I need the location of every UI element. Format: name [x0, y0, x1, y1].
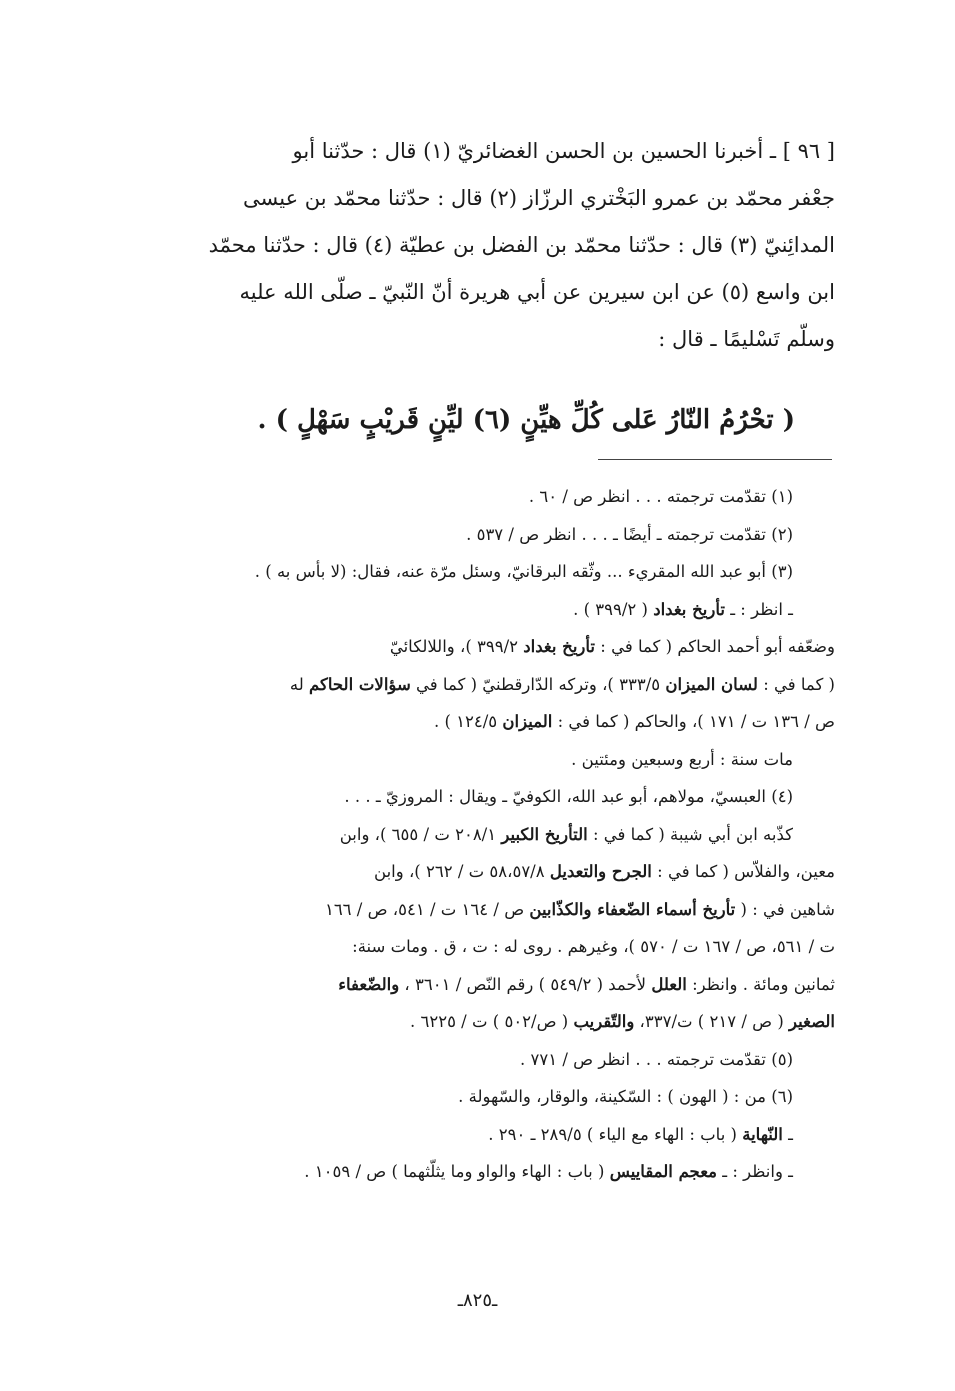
footnote-text: ( ص/٥٠٢ ) ت / ٦٢٢٥ .: [409, 1012, 574, 1031]
text-line: المدائِنيّ (٣) قال : حدّثنا محمّد بن الفضل بن عطيّة (٤) قال : حدّثنا محمّد: [208, 233, 835, 257]
footnote-text: (٣) أبو عبد الله المقريء ... وثّقه البرقانيّ، وسئل مرّة عنه، فقال: (لا بأس به ) .: [254, 562, 793, 581]
source-title: والضّعفاء: [338, 974, 400, 994]
source-title: التأريخ الكبير: [501, 824, 588, 844]
footnote-separator: [598, 459, 832, 460]
footnote-line: [118, 1078, 835, 1116]
footnote-text: ـ: [782, 1124, 793, 1144]
footnote-text: معين، والفلاّس ( كما في :: [651, 862, 835, 881]
footnote-text: شاهين في : (: [735, 899, 835, 919]
source-title: سؤالات الحاكم: [309, 674, 411, 694]
footnote-text: ثمانين ومائة . وانظر:: [686, 974, 835, 994]
footnote-line: [118, 703, 835, 741]
footnote-text: ( ص / ٢١٧ ) ت/٣٣٧،: [634, 1012, 790, 1031]
footnote-text: (٦) من : ( الهون ) : السّكينة، والوقار، والسّهولة .: [458, 1087, 793, 1106]
footnote-text: لأحمد ( ٥٤٩/٢ ) رقم النّص / ٣٦٠١ ،: [399, 974, 652, 994]
footnote-text: وضعّفه أبو أحمد الحاكم ( كما في :: [595, 637, 835, 656]
footnote-line: [118, 1003, 835, 1041]
footnote-line: [118, 628, 835, 666]
source-title: لسان الميزان: [665, 674, 758, 694]
source-title: معجم المقاييس: [609, 1162, 717, 1181]
source-title: الصغير: [789, 1012, 835, 1031]
source-title: النّهاية: [742, 1124, 783, 1144]
source-title: تأريخ أسماء الضّعفاء والكذّابين: [529, 899, 736, 919]
footnote-line: [118, 816, 835, 854]
footnote-text: كذّبه ابن أبي شيبة ( كما في :: [587, 824, 793, 844]
footnote-text: (١) تقدّمت ترجمته . . . انظر ص / ٦٠ .: [528, 487, 793, 506]
footnote-line: [118, 966, 835, 1004]
footnote-text: (٤) العبسيّ، مولاهم، أبو عبد الله، الكوفيّ ـ ويقال : المروزيّ ـ . . .: [344, 787, 793, 806]
footnote-line: [118, 591, 835, 629]
footnote-text: ص / ١٦٤ ت / ٥٤١، ص / ١٦٦: [324, 899, 530, 919]
footnote-text: ( كما في :: [757, 674, 835, 694]
footnote-text: ( باب : الهاء مع الياء ) ٢٨٩/٥ ـ ٢٩٠ .: [488, 1124, 743, 1144]
footnote-text: (٢) تقدّمت ترجمته ـ أيضًا ـ . . . انظر ص / ٥٣٧ .: [466, 524, 793, 544]
hadith-matn: ( تحْرُمُ النّارُ عَلى كُلِّ هيِّنٍ (٦) ليِّنٍ قَريْبٍ سَهْلٍ ) .: [257, 405, 795, 435]
footnote-line: [118, 1153, 835, 1191]
footnote-line: [118, 778, 835, 816]
footnote-line: [118, 478, 835, 516]
text-line: [ ٩٦ ] ـ أخبرنا الحسين بن الحسن الغضائريّ (١) قال : حدّثنا أبو: [292, 139, 835, 163]
footnote-line: [118, 891, 835, 929]
source-title: العلل: [651, 974, 687, 994]
footnote-text: ـ انظر : ـ: [724, 599, 793, 619]
source-title: الميزان: [502, 712, 553, 731]
footnote-text: ٣٣٣/٥ )، وتركه الدّارقطنيّ ( كما في: [410, 674, 666, 694]
page-number: ـ٨٢٥ـ: [457, 1290, 498, 1311]
footnote-line: [118, 516, 835, 554]
footnote-text: ت / ٥٦١، ص / ١٦٧ ت / ٥٧٠ )، وغيرهم . روى له : ت ، ق . ومات سنة:: [352, 937, 835, 956]
footnote-text: ٥٨،٥٧/٨ ت / ٢٦٢ )، وابن: [374, 862, 550, 881]
source-title: تأريخ بغداد: [653, 599, 725, 619]
hadith-isnad-text: [120, 128, 835, 363]
footnote-text: ٣٩٩/٢ )، واللالكائيّ: [389, 637, 524, 656]
footnote-text: ص / ١٣٦ ت / ١٧١ )، والحاكم ( كما في :: [552, 712, 835, 731]
footnote-line: [118, 553, 835, 591]
footnote-line: [118, 1041, 835, 1079]
footnote-line: [118, 741, 835, 779]
text-line: ابن واسع (٥) عن ابن سيرين عن أبي هريرة أنّ النّبيّ ـ صلّى الله عليه: [239, 280, 835, 304]
footnote-text: ( ٣٩٩/٢ ) .: [573, 599, 654, 619]
footnotes: [118, 478, 835, 1191]
footnote-text: له: [289, 674, 310, 694]
footnote-text: ٢٠٨/١ ت / ٦٥٥ )، وابن: [339, 824, 502, 844]
footnote-line: [118, 1116, 835, 1154]
source-title: تأريخ بغداد: [523, 637, 596, 656]
footnote-line: [118, 853, 835, 891]
source-title: والتّقريب: [573, 1012, 635, 1031]
footnote-text: (٥) تقدّمت ترجمته . . . انظر ص / ٧٧١ .: [519, 1049, 793, 1069]
footnote-line: [118, 928, 835, 966]
footnote-line: [118, 666, 835, 704]
text-line: جعْفر محمّد بن عمرو البَخْتري الرزّاز (٢) قال : حدّثنا محمّد بن عيسى: [243, 186, 835, 210]
footnote-text: ( باب : الهاء والواو وما يثلّثهما ) ص / ١٠٥٩ .: [304, 1162, 610, 1181]
text-line: وسلّم تَسْليمًا ـ قال :: [658, 327, 835, 351]
footnote-text: ـ وانظر : ـ: [717, 1162, 793, 1181]
source-title: الجرح والتعديل: [549, 862, 652, 881]
footnote-text: ١٢٤/٥ ) .: [433, 712, 503, 731]
footnote-text: مات سنة : أربع وسبعين ومئتين .: [571, 749, 793, 769]
